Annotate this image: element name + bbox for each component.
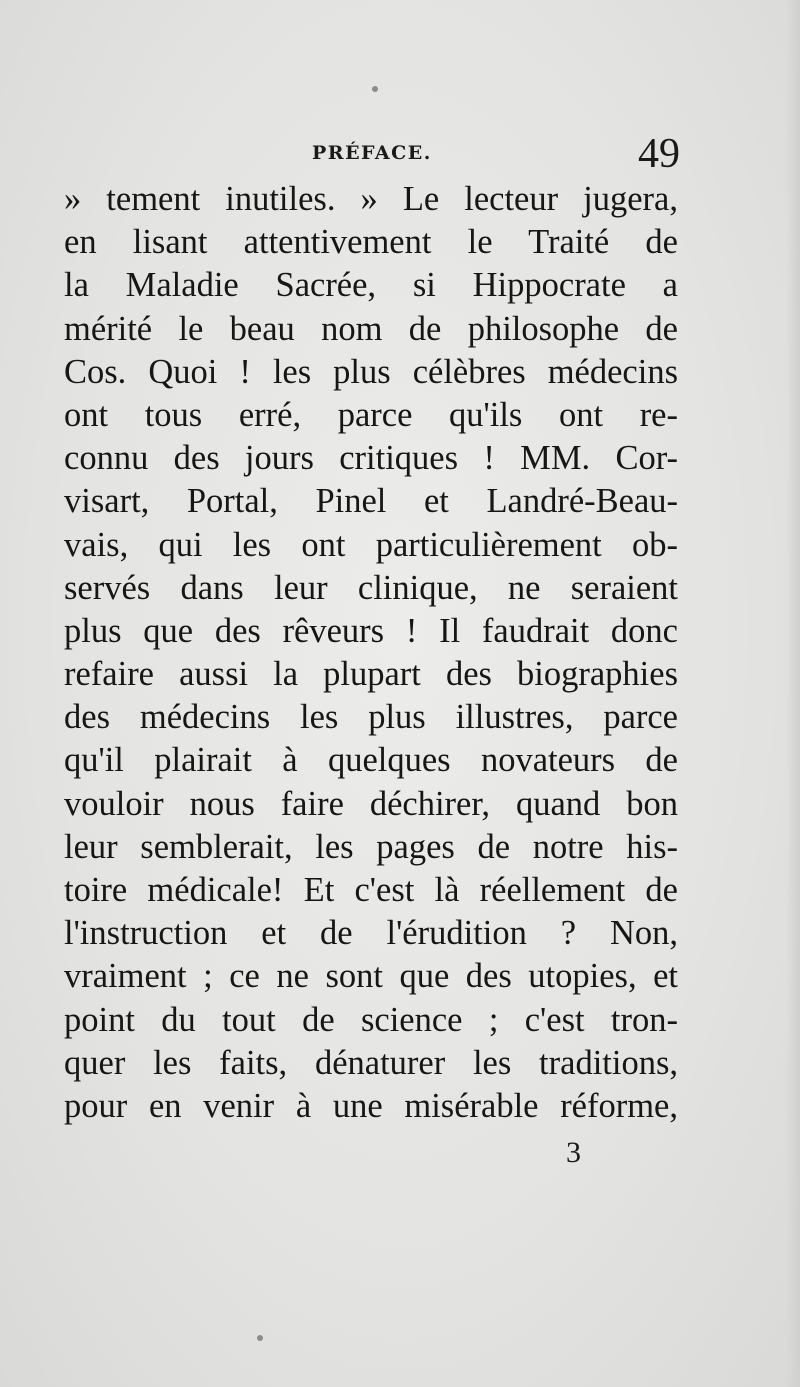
- running-head-title: PRÉFACE.: [312, 142, 432, 164]
- text-line: vouloir nous faire déchirer, quand bon: [64, 784, 678, 823]
- text-line: visart, Portal, Pinel et Landré-Beau-: [64, 482, 678, 521]
- text-line: ont tous erré, parce qu'ils ont re-: [64, 395, 678, 434]
- text-line: » tement inutiles. » Le lecteur jugera,: [64, 180, 678, 218]
- text-line: la Maladie Sacrée, si Hippocrate a: [64, 266, 678, 305]
- text-line: mérité le beau nom de philosophe de: [64, 309, 678, 348]
- paper-speck: [257, 1335, 263, 1341]
- text-line: leur semblerait, les pages de notre his-: [64, 827, 678, 866]
- text-line: quer les faits, dénaturer les traditions,: [64, 1043, 678, 1082]
- text-line: pour en venir à une misérable réforme,: [64, 1086, 678, 1125]
- page-edge-shadow: [786, 0, 800, 1387]
- text-line: plus que des rêveurs ! Il faudrait donc: [64, 611, 678, 650]
- text-line: vais, qui les ont particulièrement ob-: [64, 525, 678, 564]
- text-line: connu des jours critiques ! MM. Cor-: [64, 439, 678, 478]
- text-line: des médecins les plus illustres, parce: [64, 698, 678, 737]
- signature-mark: 3: [566, 1136, 581, 1169]
- text-line: refaire aussi la plupart des biographies: [64, 655, 678, 694]
- text-line: Cos. Quoi ! les plus célèbres médecins: [64, 352, 678, 391]
- text-line: vraiment ; ce ne sont que des utopies, et: [64, 957, 678, 996]
- paper-speck: [372, 86, 378, 92]
- page-number: 49: [638, 131, 680, 177]
- text-line: qu'il plairait à quelques novateurs de: [64, 741, 678, 780]
- text-line: en lisant attentivement le Traité de: [64, 223, 678, 262]
- text-line: toire médicale! Et c'est là réellement de: [64, 871, 678, 909]
- body-text: [64, 178, 678, 1128]
- text-line: servés dans leur clinique, ne seraient: [64, 568, 678, 607]
- text-line: point du tout de science ; c'est tron-: [64, 1000, 678, 1039]
- text-line: l'instruction et de l'érudition ? Non,: [64, 914, 678, 953]
